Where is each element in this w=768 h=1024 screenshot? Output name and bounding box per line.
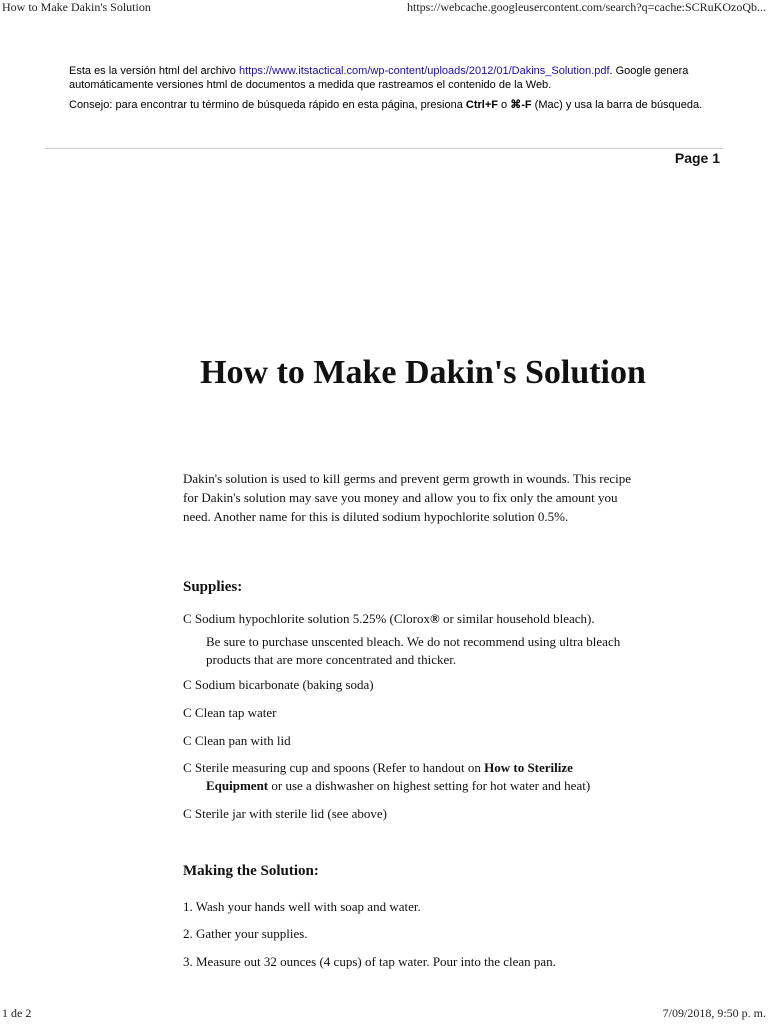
tip-or: o	[497, 99, 511, 111]
supply-continuation	[183, 777, 633, 795]
cache-notice-line	[69, 64, 709, 92]
print-header-title: How to Make Dakin's Solution	[2, 0, 151, 14]
supplies-heading: Supplies:	[183, 579, 243, 595]
shortcut-ctrl-f: Ctrl+F	[465, 99, 498, 111]
bleach-note: Be sure to purchase unscented bleach. We do not recommend using ultra bleach products that are more concentrated and thicker.	[206, 634, 621, 667]
cache-tip	[69, 98, 709, 112]
shortcut-cmd-f: ⌘-F	[510, 99, 532, 111]
print-datetime: 7/09/2018, 9:50 p. m.	[662, 1006, 766, 1020]
registered-mark: ®	[430, 611, 440, 626]
supply-item	[183, 610, 633, 628]
supply-item	[183, 759, 633, 795]
document-title: How to Make Dakin's Solution	[200, 354, 646, 391]
supply-item: C Clean pan with lid	[183, 733, 291, 748]
supply-item: C Clean tap water	[183, 705, 277, 720]
cache-notice-prefix: Esta es la versión html del archivo	[69, 65, 239, 77]
supply-text: C Sterile measuring cup and spoons (Refer to handout on	[183, 760, 485, 775]
handout-title-cont: Equipment	[206, 778, 269, 793]
cache-notice-suffix: . Google genera automáticamente versiones html de documentos a medida que rastreamos el contenido de la Web.	[69, 65, 689, 91]
supply-text: or similar household bleach).	[439, 611, 595, 626]
step-item: 2. Gather your supplies.	[183, 926, 308, 941]
intro-paragraph: Dakin's solution is used to kill germs and prevent germ growth in wounds. This recipe for Dakin's solution may save you money and allow you to fix only the amount you need. Another name for this is diluted sodium hypochlorite solution 0.5%.	[183, 471, 632, 524]
page-label: Page 1	[674, 150, 720, 166]
handout-title: How to Sterilize	[484, 760, 573, 775]
making-heading: Making the Solution:	[183, 863, 319, 879]
step-item: 1. Wash your hands well with soap and water.	[183, 899, 421, 914]
print-header-url: https://webcache.googleusercontent.com/search?q=cache:SCRuKOzoQb...	[407, 0, 766, 14]
source-pdf-link[interactable]: https://www.itstactical.com/wp-content/uploads/2012/01/Dakins_Solution.pdf	[238, 65, 610, 77]
step-item: 3. Measure out 32 ounces (4 cups) of tap water. Pour into the clean pan.	[183, 954, 556, 969]
supply-item: C Sodium bicarbonate (baking soda)	[183, 677, 374, 692]
tip-prefix: Consejo: para encontrar tu término de búsqueda rápido en esta página, presiona	[69, 99, 466, 111]
print-page-count: 1 de 2	[2, 1006, 32, 1020]
cache-notice	[69, 64, 709, 118]
supply-text: C Sodium hypochlorite solution 5.25% (Clorox	[183, 611, 430, 626]
supply-text: or use a dishwasher on highest setting for hot water and heat)	[268, 778, 591, 793]
supply-item: C Sterile jar with sterile lid (see above)	[183, 806, 387, 821]
print-footer	[0, 1006, 768, 1022]
tip-suffix: (Mac) y usa la barra de búsqueda.	[531, 99, 703, 111]
notice-divider	[45, 148, 723, 149]
print-header	[0, 0, 768, 16]
